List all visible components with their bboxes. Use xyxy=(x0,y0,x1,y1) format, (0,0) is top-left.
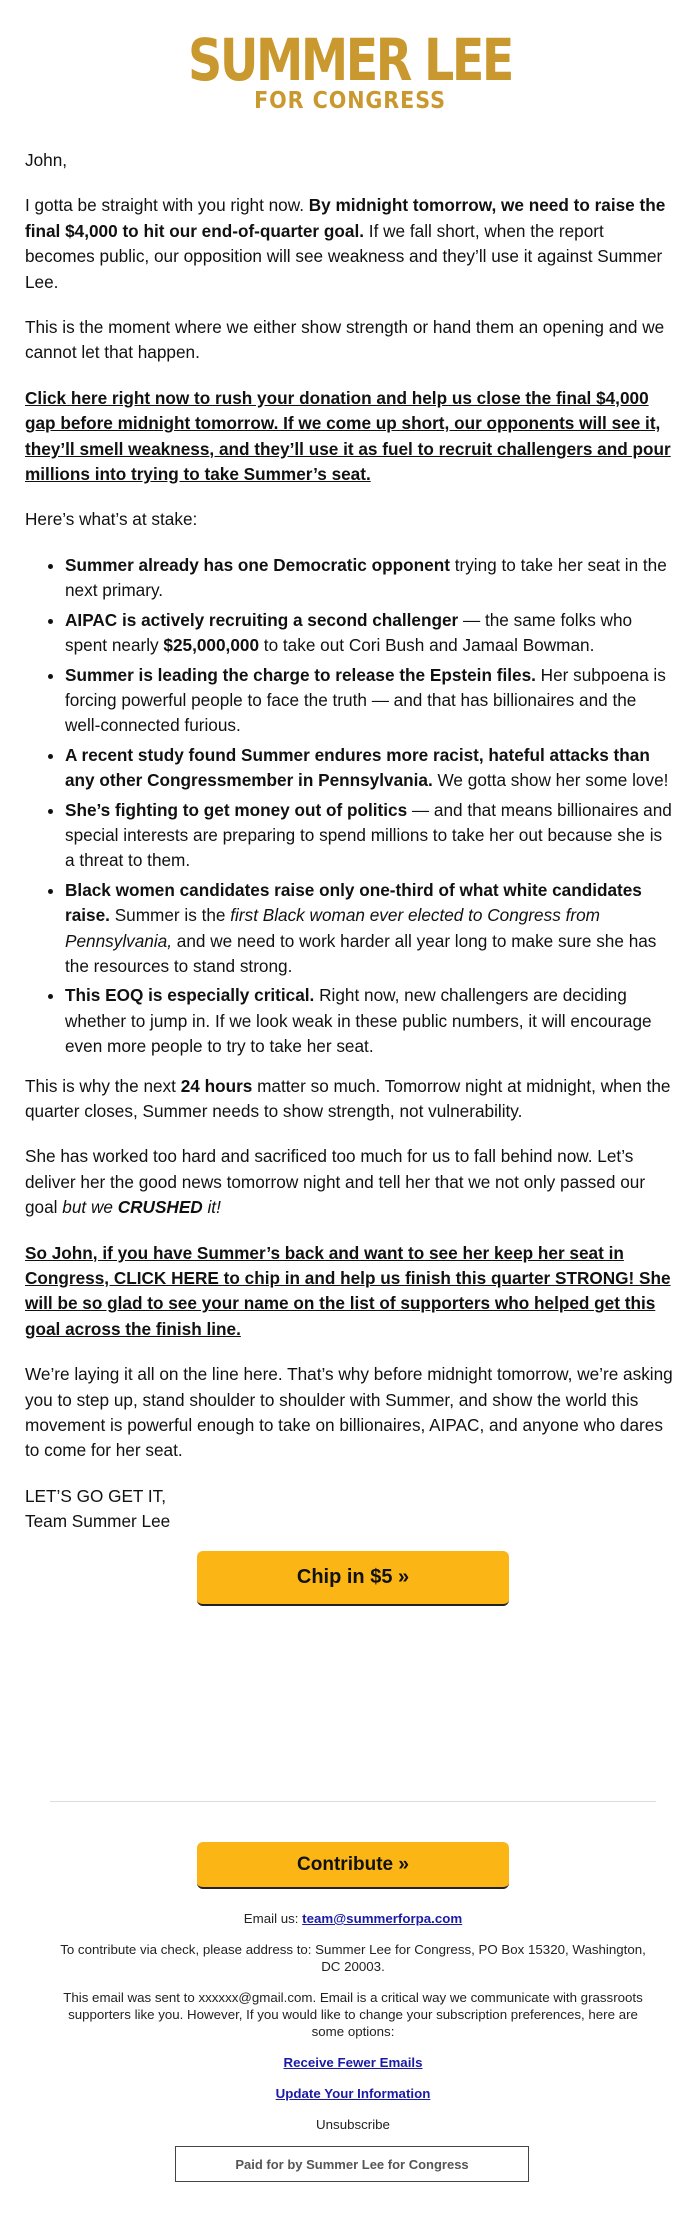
list-item: • Summer already has one Democratic opponent trying to take her seat in the next primary. xyxy=(65,553,673,604)
receive-fewer-emails-link[interactable]: Receive Fewer Emails xyxy=(283,2055,423,2070)
paid-for-disclaimer: Paid for by Summer Lee for Congress xyxy=(175,2146,529,2182)
paragraph-intro-bold: By midnight tomorrow, we need to raise the final $4,000 to hit our end-of-quarter goal. xyxy=(25,195,666,241)
contribute-button[interactable]: Contribute » xyxy=(197,1842,509,1889)
donate-link-1[interactable]: Click here right now to rush your donation and help us close the final $4,000 gap before midnight tomorrow. If we come up short, our opponents will see it, they’ll smell weakness, and they’ll use it as fuel to recruit challengers and pour millions into trying to take Summer’s seat. xyxy=(25,387,671,485)
paragraph-moment: This is the moment where we either show strength or hand them an opening and we cannot let that happen. xyxy=(25,317,665,363)
email-body xyxy=(25,148,673,1555)
donate-link-paragraph-2 xyxy=(25,1241,673,1343)
paragraph-good-news: She has worked too hard and sacrificed too much for us to fall behind now. Let’s deliver her the good news tomorrow night and tell her that we not only passed our goal but we CRUSHED it! xyxy=(25,1146,646,1218)
list-item: • This EOQ is especially critical. Right now, new challengers are deciding whether to jump in. If we look weak in these public numbers, it will encourage even more people to try to take her seat. xyxy=(65,983,673,1059)
campaign-logo xyxy=(0,26,700,114)
list-item: • A recent study found Summer endures more racist, hateful attacks than any other Congressmember in Pennsylvania. We gotta show her some love! xyxy=(65,743,673,794)
list-item: • Black women candidates raise only one-third of what white candidates raise. Summer is the first Black woman ever elected to Congress from Pennsylvania, and we need to work harder all year long to make sure she has the resources to stand strong. xyxy=(65,878,673,980)
stakes-intro: Here’s what’s at stake: xyxy=(25,509,198,530)
update-info-row xyxy=(60,2085,646,2102)
paragraph-24-hours: This is why the next 24 hours matter so much. Tomorrow night at midnight, when the quarter closes, Summer needs to show strength, not vulnerability. xyxy=(25,1075,671,1121)
update-information-link[interactable]: Update Your Information xyxy=(275,2086,431,2101)
footer xyxy=(60,1910,646,2147)
check-address: To contribute via check, please address to: Summer Lee for Congress, PO Box 15320, Washington, DC 20003. xyxy=(60,1942,646,1974)
stakes-list xyxy=(25,553,673,1060)
paragraph-on-the-line: We’re laying it all on the line here. That’s why before midnight tomorrow, we’re asking you to step up, stand shoulder to shoulder with Summer, and show the world this movement is powerful enough to take on billionaires, AIPAC, and anyone who dares to come for her seat. xyxy=(25,1364,673,1461)
donate-link-2[interactable]: So John, if you have Summer’s back and want to see her keep her seat in Congress, CLICK HERE to chip in and help us finish this quarter STRONG! She will be so glad to see your name on the list of supporters who helped get this goal across the finish line. xyxy=(25,1242,671,1339)
logo-name: SUMMER LEE xyxy=(188,26,512,94)
paragraph-intro: I gotta be straight with you right now. By midnight tomorrow, we need to raise the final $4,000 to hit our end-of-quarter goal. If we fall short, when the report becomes public, our opposition will see weakness and they’ll use it against Summer Lee. xyxy=(25,195,666,292)
chip-in-button[interactable]: Chip in $5 » xyxy=(197,1551,509,1606)
footer-divider xyxy=(50,1801,656,1802)
unsubscribe-link[interactable]: Unsubscribe xyxy=(316,2117,390,2132)
salutation: John, xyxy=(25,150,68,170)
list-item: • Summer is leading the charge to release the Epstein files. Her subpoena is forcing powerful people to face the truth — and that has billionaires and the well-connected furious. xyxy=(65,663,673,739)
donate-link-paragraph xyxy=(25,386,673,488)
fewer-emails-row xyxy=(60,2054,646,2071)
email-line: Email us: team@summerforpa.com xyxy=(243,1911,463,1926)
list-item: • AIPAC is actively recruiting a second challenger — the same folks who spent nearly $25,000,000 to take out Cori Bush and Jamaal Bowman. xyxy=(65,608,673,659)
signoff: LET’S GO GET IT, Team Summer Lee xyxy=(25,1485,171,1532)
email-link[interactable]: team@summerforpa.com xyxy=(302,1911,463,1926)
subscription-notice: This email was sent to xxxxxx@gmail.com. Email is a critical way we communicate with grassroots supporters like you. However, If you would like to change your subscription preferences, here are some options: xyxy=(63,1990,643,2039)
list-item: • She’s fighting to get money out of politics — and that means billionaires and special interests are preparing to spend millions to take her out because she is a threat to them. xyxy=(65,798,673,874)
logo-subtitle: FOR CONGRESS xyxy=(254,88,446,114)
